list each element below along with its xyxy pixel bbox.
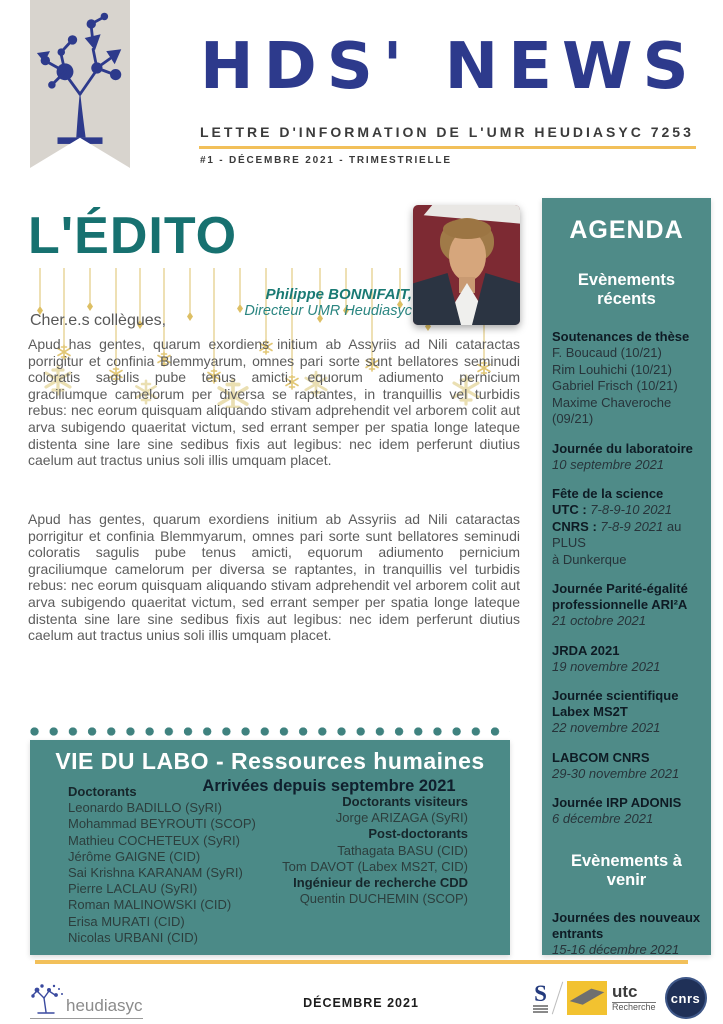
event-title: Fête de la science bbox=[552, 486, 664, 501]
event-line-segment: Rim Louhichi (10/21) bbox=[552, 361, 672, 377]
edito-paragraph-2: Apud has gentes, quarum exordiens initium ab Assyriis ad Nili cataractas porrigitur et confinia Blemmyarum, omnes pari sorte sunt bellatores seminudi coloratis sagulis pube tenus amicti, equorum adiumento pernicium graciliumque camelorum per diversa se raptantes, in tranquillis vel turbidis rebus: nec eorum quisquam aliquando stivam adprehendit vel arborem colit aut arva subigendo quaeritat victum, sed errant semper per spatia longe lateque distenta sine lare sine sedibus fixis aut legibus: nec idem perferunt diutius caelum aut tractus unius soli illis umquam placet. bbox=[28, 511, 520, 644]
subtitle-underline bbox=[199, 146, 696, 149]
event-line bbox=[552, 811, 701, 828]
event-title: LABCOM CNRS bbox=[552, 749, 650, 765]
photo-jacket-right bbox=[472, 273, 520, 325]
utc-arrow-icon bbox=[569, 985, 605, 1011]
event-line-segment: Maxime Chaveroche (09/21) bbox=[552, 394, 672, 426]
rh-heading: Ingénieur de recherche CDD bbox=[293, 875, 468, 891]
agenda-title: AGENDA bbox=[569, 216, 684, 244]
event-title: JRDA 2021 bbox=[552, 642, 620, 658]
sorbonne-s: S bbox=[534, 980, 547, 1006]
event-line-segment: CNRS : bbox=[552, 518, 601, 534]
utc-logo bbox=[567, 981, 656, 1015]
sorbonne-text-bar bbox=[533, 1008, 548, 1010]
event-line-segment: 29-30 novembre 2021 bbox=[552, 765, 680, 781]
rh-list-item: Tom DAVOT (Labex MS2T, CID) bbox=[282, 858, 468, 874]
sorbonne-logo bbox=[533, 980, 548, 1013]
agenda-recent-events bbox=[552, 329, 701, 828]
utc-square bbox=[567, 981, 607, 1015]
rh-heading: Post-doctorants bbox=[368, 826, 468, 842]
sorbonne-text-bar bbox=[533, 1011, 548, 1013]
agenda-event bbox=[552, 329, 701, 428]
rh-heading: Doctorants visiteurs bbox=[342, 794, 468, 809]
photo-fringe bbox=[443, 219, 491, 239]
rh-list-item: Erisa MURATI (CID) bbox=[68, 913, 185, 929]
rh-list-item: Jérôme GAIGNE (CID) bbox=[68, 848, 201, 864]
event-line bbox=[552, 942, 701, 959]
event-line bbox=[552, 457, 701, 474]
author-name: Philippe BONNIFAIT, bbox=[265, 286, 412, 303]
edito-paragraph-1: Apud has gentes, quarum exordiens initium ab Assyriis ad Nili cataractas porrigitur et confinia Blemmyarum, omnes pari sorte sunt bellatores seminudi coloratis sagulis pube tenus amicti, equorum adiumento pernicium graciliumque camelorum per diversa se raptantes, in tranquillis vel turbidis rebus: nec eorum quisquam aliquando stivam adprehendit vel arborem colit aut arva subigendo quaeritat victum, sed errant semper per spatia longe lateque distenta sine lare sine sedibus fixis aut legibus: nec idem perferunt diutius caelum aut tractus unius soli illis umquam placet. bbox=[28, 336, 520, 469]
event-title: Journée IRP ADONIS bbox=[552, 795, 682, 810]
rh-list-item: Quentin DUCHEMIN (SCOP) bbox=[299, 891, 468, 907]
event-line bbox=[552, 552, 701, 569]
utc-label: utc bbox=[612, 983, 656, 1003]
agenda-section-recent: Evènements récents bbox=[577, 271, 676, 308]
footer-divider bbox=[35, 960, 688, 964]
vie-du-labo-title: VIE DU LABO - Ressources humaines bbox=[55, 748, 485, 774]
event-line-segment: 15-16 décembre 2021 bbox=[552, 941, 680, 957]
event-line-segment: 21 octobre 2021 bbox=[552, 613, 646, 628]
event-line-segment: 7-8-9-10 2021 bbox=[590, 502, 672, 517]
issue-line: #1 - DÉCEMBRE 2021 - TRIMESTRIELLE bbox=[200, 155, 452, 166]
vie-du-labo-subtitle: Arrivées depuis septembre 2021 bbox=[202, 777, 456, 795]
event-line-segment: à Dunkerque bbox=[552, 551, 627, 567]
rh-left-column bbox=[68, 784, 256, 946]
heudiasyc-label: heudiasyc bbox=[66, 996, 143, 1015]
agenda-event bbox=[552, 643, 701, 676]
edito-title: L'ÉDITO bbox=[28, 207, 238, 265]
partner-logos bbox=[533, 977, 707, 1019]
event-line-segment: 6 décembre 2021 bbox=[552, 811, 654, 826]
rh-list-item: Mathieu COCHETEUX (SyRI) bbox=[68, 832, 240, 848]
event-line-segment: 7-8-9 2021 bbox=[600, 518, 664, 534]
header-banner bbox=[30, 0, 130, 168]
event-line-segment: 19 novembre 2021 bbox=[552, 658, 661, 674]
event-line-segment: F. Boucaud (10/21) bbox=[552, 345, 662, 360]
event-line-segment: UTC : bbox=[552, 502, 591, 517]
rh-list-item: Nicolas URBANI (CID) bbox=[68, 929, 199, 945]
agenda-event bbox=[552, 795, 701, 828]
agenda-event bbox=[552, 750, 701, 783]
agenda-section-upcoming: Evènements à venir bbox=[571, 851, 682, 889]
rh-list-item: Leonardo BADILLO (SyRI) bbox=[68, 800, 222, 816]
rh-list-item: Mohammad BEYROUTI (SCOP) bbox=[68, 816, 256, 832]
event-title: Soutenances de thèse bbox=[552, 329, 690, 344]
agenda-panel bbox=[542, 198, 711, 955]
event-line bbox=[552, 659, 701, 676]
event-line bbox=[552, 345, 701, 362]
agenda-event bbox=[552, 688, 701, 737]
rh-right-column bbox=[282, 794, 468, 907]
photo-jacket-left bbox=[413, 273, 461, 325]
event-line-segment: 10 septembre 2021 bbox=[552, 456, 665, 472]
agenda-event bbox=[552, 581, 701, 630]
event-line bbox=[552, 378, 701, 395]
greeting: Cher.e.s collègues, bbox=[30, 312, 167, 329]
event-line bbox=[552, 519, 701, 552]
heudiasyc-logo bbox=[30, 982, 143, 1019]
rh-list-item: Roman MALINOWSKI (CID) bbox=[68, 897, 232, 913]
event-line bbox=[552, 613, 701, 630]
dotted-border bbox=[30, 727, 510, 736]
event-line bbox=[552, 720, 701, 737]
footer-date: DÉCEMBRE 2021 bbox=[303, 996, 419, 1010]
event-line-segment: Gabriel Frisch (10/21) bbox=[552, 378, 678, 393]
agenda-event bbox=[552, 486, 701, 568]
director-photo bbox=[413, 205, 520, 325]
rh-list-item: Sai Krishna KARANAM (SyRI) bbox=[68, 865, 243, 881]
rh-list-item: Pierre LACLAU (SyRI) bbox=[68, 881, 198, 897]
event-title: Journée scientifique Labex MS2T bbox=[552, 688, 679, 719]
author-block bbox=[228, 286, 412, 320]
event-line-segment: 22 novembre 2021 bbox=[552, 720, 661, 735]
agenda-event bbox=[552, 441, 701, 474]
sorbonne-text-bar bbox=[533, 1005, 548, 1007]
event-title: Journées des nouveaux entrants bbox=[552, 909, 701, 941]
event-line bbox=[552, 502, 701, 519]
heudiasyc-tree-icon bbox=[30, 982, 64, 1016]
rh-heading: Doctorants bbox=[68, 784, 137, 799]
newsletter-subtitle: LETTRE D'INFORMATION DE L'UMR HEUDIASYC 7253 bbox=[200, 124, 694, 140]
rh-list-item: Tathagata BASU (CID) bbox=[337, 842, 468, 858]
event-line bbox=[552, 766, 701, 783]
cnrs-label: cnrs bbox=[670, 990, 701, 1006]
event-line bbox=[552, 362, 701, 379]
event-line bbox=[552, 395, 701, 428]
utc-sublabel: Recherche bbox=[612, 1002, 656, 1013]
cnrs-logo bbox=[665, 977, 707, 1019]
vie-du-labo-section bbox=[30, 740, 510, 955]
rh-list-item: Jorge ARIZAGA (SyRI) bbox=[335, 810, 468, 826]
event-line-segment: au PLUS bbox=[552, 518, 682, 550]
event-title: Journée du laboratoire bbox=[552, 440, 693, 456]
agenda-event bbox=[552, 910, 701, 959]
hds-tree-icon bbox=[30, 8, 130, 158]
agenda-upcoming-events bbox=[552, 910, 701, 959]
logo-divider bbox=[552, 982, 563, 1015]
event-title: Journée Parité-égalité professionnelle ARI²A bbox=[552, 581, 688, 612]
author-role: Directeur UMR Heudiasyc bbox=[244, 303, 412, 320]
newsletter-title: HDS' NEWS bbox=[200, 30, 699, 104]
utc-text bbox=[612, 983, 656, 1012]
